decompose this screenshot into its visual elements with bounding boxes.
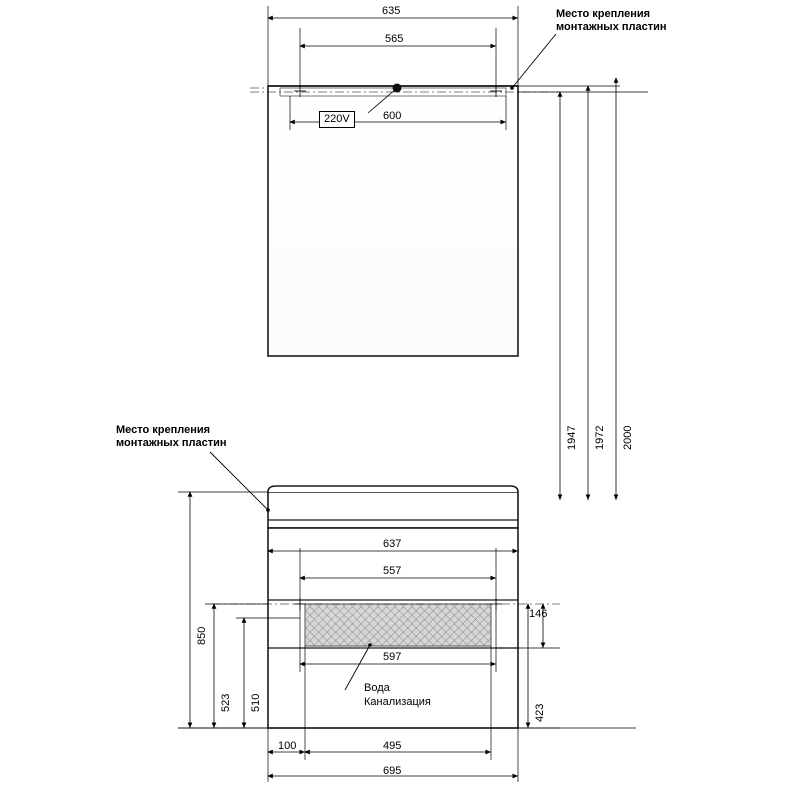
dim-637: 637 xyxy=(383,538,402,550)
dim-2000: 2000 xyxy=(622,425,634,450)
note-water: Вода xyxy=(364,682,390,694)
dim-597: 597 xyxy=(383,651,402,663)
dim-850: 850 xyxy=(196,626,208,645)
dim-423: 423 xyxy=(534,703,546,722)
note-mount-plates-top-line1: Место крепления xyxy=(556,8,651,20)
dim-100: 100 xyxy=(278,740,297,752)
dim-600: 600 xyxy=(383,110,402,122)
power-label-220v: 220V xyxy=(319,111,355,128)
dim-635: 635 xyxy=(382,5,401,17)
dim-510: 510 xyxy=(250,693,262,712)
dim-1972: 1972 xyxy=(594,425,606,450)
dim-695: 695 xyxy=(383,765,402,777)
note-mount-plates-bottom-line2: монтажных пластин xyxy=(116,437,227,449)
note-mount-plates-top-line2: монтажных пластин xyxy=(556,21,667,33)
dim-146: 146 xyxy=(529,608,548,620)
dim-565: 565 xyxy=(385,33,404,45)
note-sewage: Канализация xyxy=(364,696,431,708)
dim-523: 523 xyxy=(220,693,232,712)
note-mount-plates-bottom-line1: Место крепления xyxy=(116,424,211,436)
dim-495: 495 xyxy=(383,740,402,752)
dim-557: 557 xyxy=(383,565,402,577)
dim-1947: 1947 xyxy=(566,425,578,450)
